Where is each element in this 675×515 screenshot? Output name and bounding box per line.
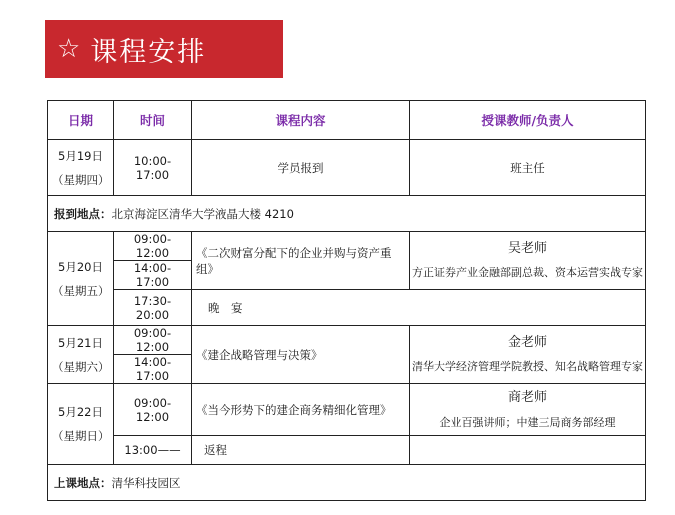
- time-cell: 13:00——: [114, 436, 192, 465]
- content-cell: 学员报到: [192, 140, 410, 196]
- header-content: 课程内容: [192, 101, 410, 140]
- return-cell: 返程: [192, 436, 410, 465]
- empty-cell: [410, 436, 646, 465]
- time-cell: 09:00-12:00: [114, 232, 192, 261]
- weekday: （星期日）: [52, 429, 110, 443]
- teacher-title: 清华大学经济管理学院教授、知名战略管理专家: [412, 360, 643, 373]
- table-row: [48, 436, 646, 465]
- dinner-cell: 晚 宴: [192, 290, 646, 326]
- teacher-title: 方正证券产业金融部副总裁、资本运营实战专家: [412, 266, 643, 279]
- table-row: [48, 326, 646, 355]
- weekday: （星期四）: [52, 172, 110, 187]
- content-cell: 《二次财富分配下的企业并购与资产重组》: [192, 232, 410, 290]
- teacher-name: 金老师: [507, 335, 547, 350]
- weekday: （星期五）: [52, 283, 110, 298]
- section-title: 课程安排: [90, 36, 207, 68]
- checkin-value: 北京海淀区清华大学液晶大楼 4210: [111, 206, 294, 221]
- content-cell: 《当今形势下的建企商务精细化管理》: [192, 384, 410, 436]
- venue-label: 上课地点：: [54, 475, 112, 490]
- table-row: [48, 196, 646, 232]
- date-cell: [48, 140, 114, 196]
- date-cell: [48, 326, 114, 384]
- table-row: [48, 384, 646, 436]
- header-time: 时间: [114, 101, 192, 140]
- date-cell: [48, 384, 114, 465]
- date-cell: [48, 232, 114, 326]
- time-cell: 09:00-12:00: [114, 384, 192, 436]
- teacher-cell: [410, 326, 646, 384]
- weekday: （星期六）: [52, 359, 110, 374]
- date: 5月20日: [58, 259, 103, 274]
- header-row: [48, 101, 646, 140]
- date: 5月22日: [58, 405, 103, 419]
- time-cell: 14:00-17:00: [114, 355, 192, 384]
- checkin-label: 报到地点：: [54, 206, 112, 221]
- table-row: [48, 290, 646, 326]
- person-cell: 班主任: [410, 140, 646, 196]
- header-date: 日期: [48, 101, 114, 140]
- table-row: [48, 465, 646, 501]
- teacher-name: 商老师: [507, 390, 547, 405]
- checkin-location: [48, 196, 646, 232]
- time-cell: 10:00-17:00: [114, 140, 192, 196]
- schedule-table: [47, 100, 646, 501]
- teacher-cell: [410, 384, 646, 436]
- table-row: [48, 232, 646, 261]
- teacher-name: 吴老师: [507, 241, 547, 256]
- time-cell: 14:00-17:00: [114, 261, 192, 290]
- venue-value: 清华科技园区: [111, 475, 181, 490]
- date: 5月19日: [58, 148, 103, 163]
- table-row: [48, 140, 646, 196]
- time-cell: 17:30-20:00: [114, 290, 192, 326]
- section-banner: [45, 20, 283, 78]
- date: 5月21日: [58, 335, 103, 350]
- header-teacher: 授课教师/负责人: [410, 101, 646, 140]
- venue-location: [48, 465, 646, 501]
- teacher-cell: [410, 232, 646, 290]
- star-icon: ☆: [57, 34, 83, 64]
- teacher-title: 企业百强讲师；中建三局商务部经理: [439, 416, 616, 429]
- time-cell: 09:00-12:00: [114, 326, 192, 355]
- content-cell: 《建企战略管理与决策》: [192, 326, 410, 384]
